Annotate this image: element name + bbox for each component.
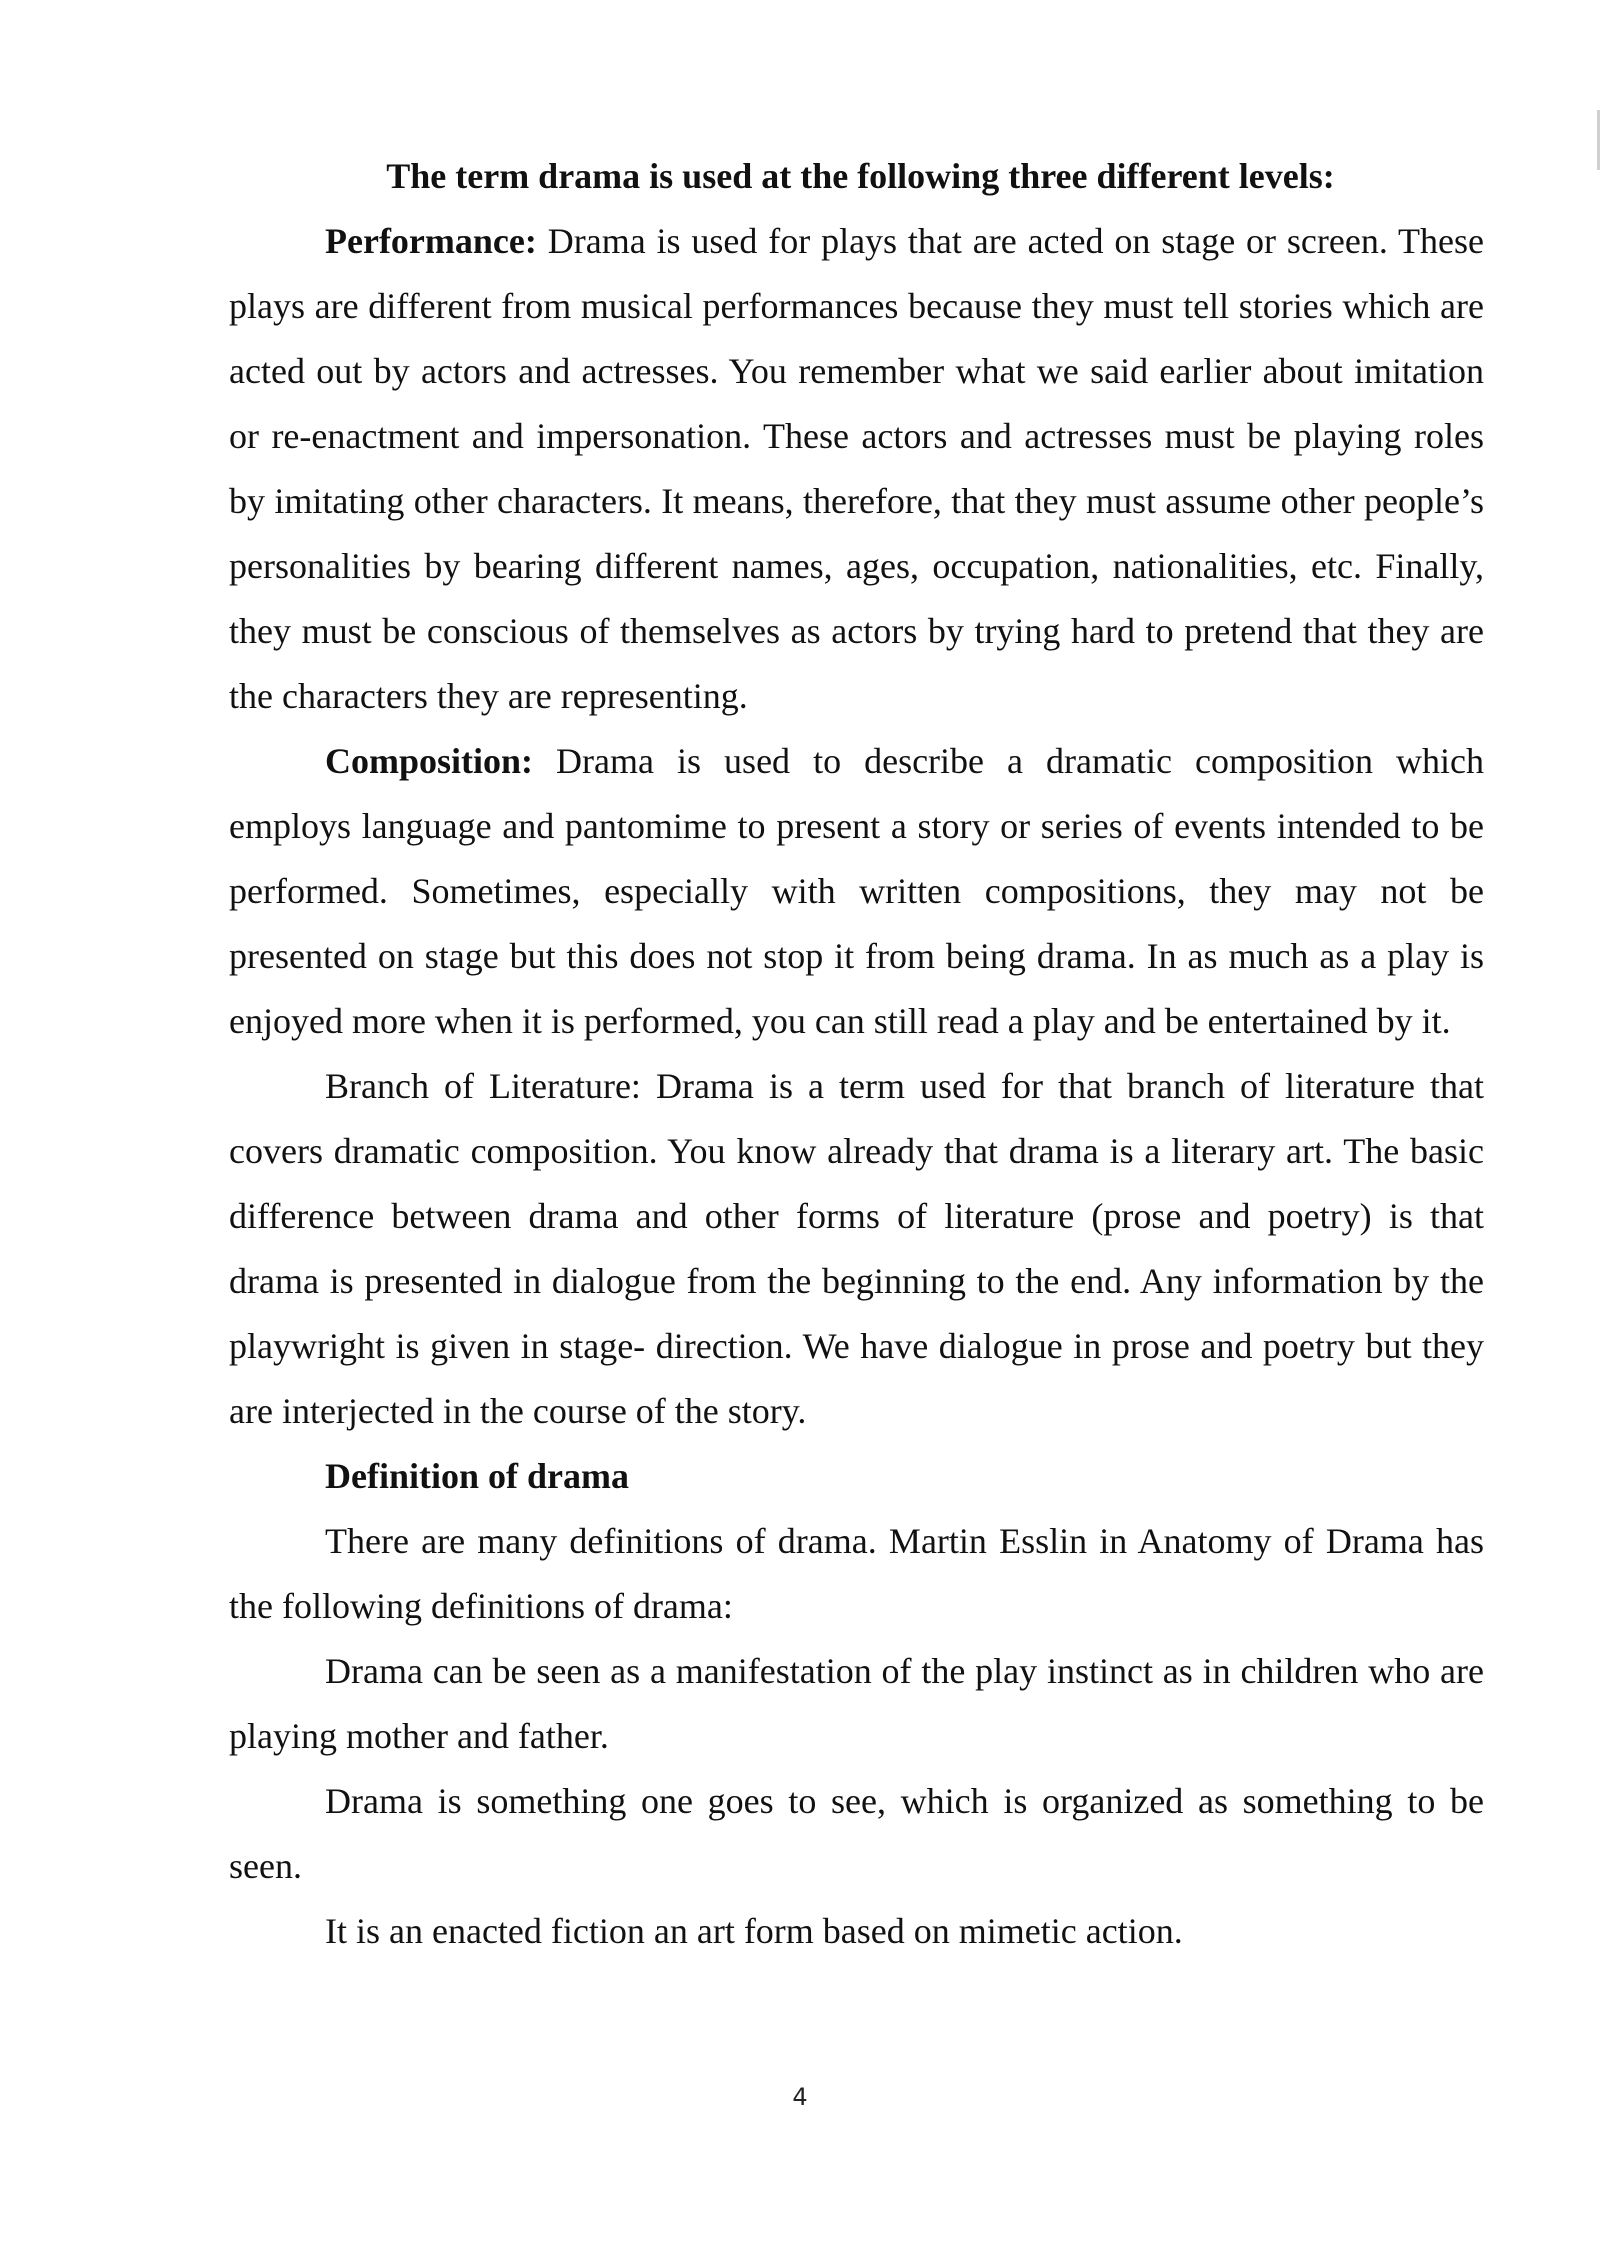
- definition-heading: Definition of drama: [325, 1456, 629, 1496]
- paragraph-performance: [229, 209, 1484, 729]
- paragraph-definition-2: Drama is something one goes to see, which is organized as something to be seen.: [229, 1781, 1484, 1886]
- page-content: [229, 144, 1484, 1964]
- performance-text: Drama is used for plays that are acted on stage or screen. These plays are different from musical performances because they must tell stories which are acted out by actors and actresses. You remember what we said earlier about imitation or re-enactment and impersonation. These actors and actresses must be playing roles by imitating other characters. It means, therefore, that they must assume other people’s personalities by bearing different names, ages, occupation, nationalities, etc. Finally, they must be conscious of themselves as actors by trying hard to pretend that they are the characters they are representing.: [229, 221, 1484, 716]
- page-number: 4: [792, 2083, 808, 2111]
- performance-lead: Performance:: [325, 221, 537, 261]
- composition-text: Drama is used to describe a dramatic composition which employs language and pantomime to present a story or series of events intended to be performed. Sometimes, especially with written compositions, they may not be presented on stage but this does not stop it from being drama. In as much as a play is enjoyed more when it is performed, you can still read a play and be entertained by it.: [229, 741, 1484, 1041]
- paragraph-branch-of-literature: Branch of Literature: Drama is a term used for that branch of literature that covers dramatic composition. You know already that drama is a literary art. The basic difference between drama and other forms of literature (prose and poetry) is that drama is presented in dialogue from the beginning to the end. Any information by the playwright is given in stage- direction. We have dialogue in prose and poetry but they are interjected in the course of the story.: [229, 1066, 1484, 1431]
- paragraph-definition-intro: There are many definitions of drama. Martin Esslin in Anatomy of Drama has the following definitions of drama:: [229, 1521, 1484, 1626]
- paragraph-composition: [229, 729, 1484, 1054]
- paragraph-definition-3: It is an enacted fiction an art form based on mimetic action.: [325, 1911, 1183, 1951]
- composition-lead: Composition:: [325, 741, 534, 781]
- section-heading: The term drama is used at the following three different levels:: [386, 156, 1335, 196]
- paragraph-definition-1: Drama can be seen as a manifestation of the play instinct as in children who are playing mother and father.: [229, 1651, 1484, 1756]
